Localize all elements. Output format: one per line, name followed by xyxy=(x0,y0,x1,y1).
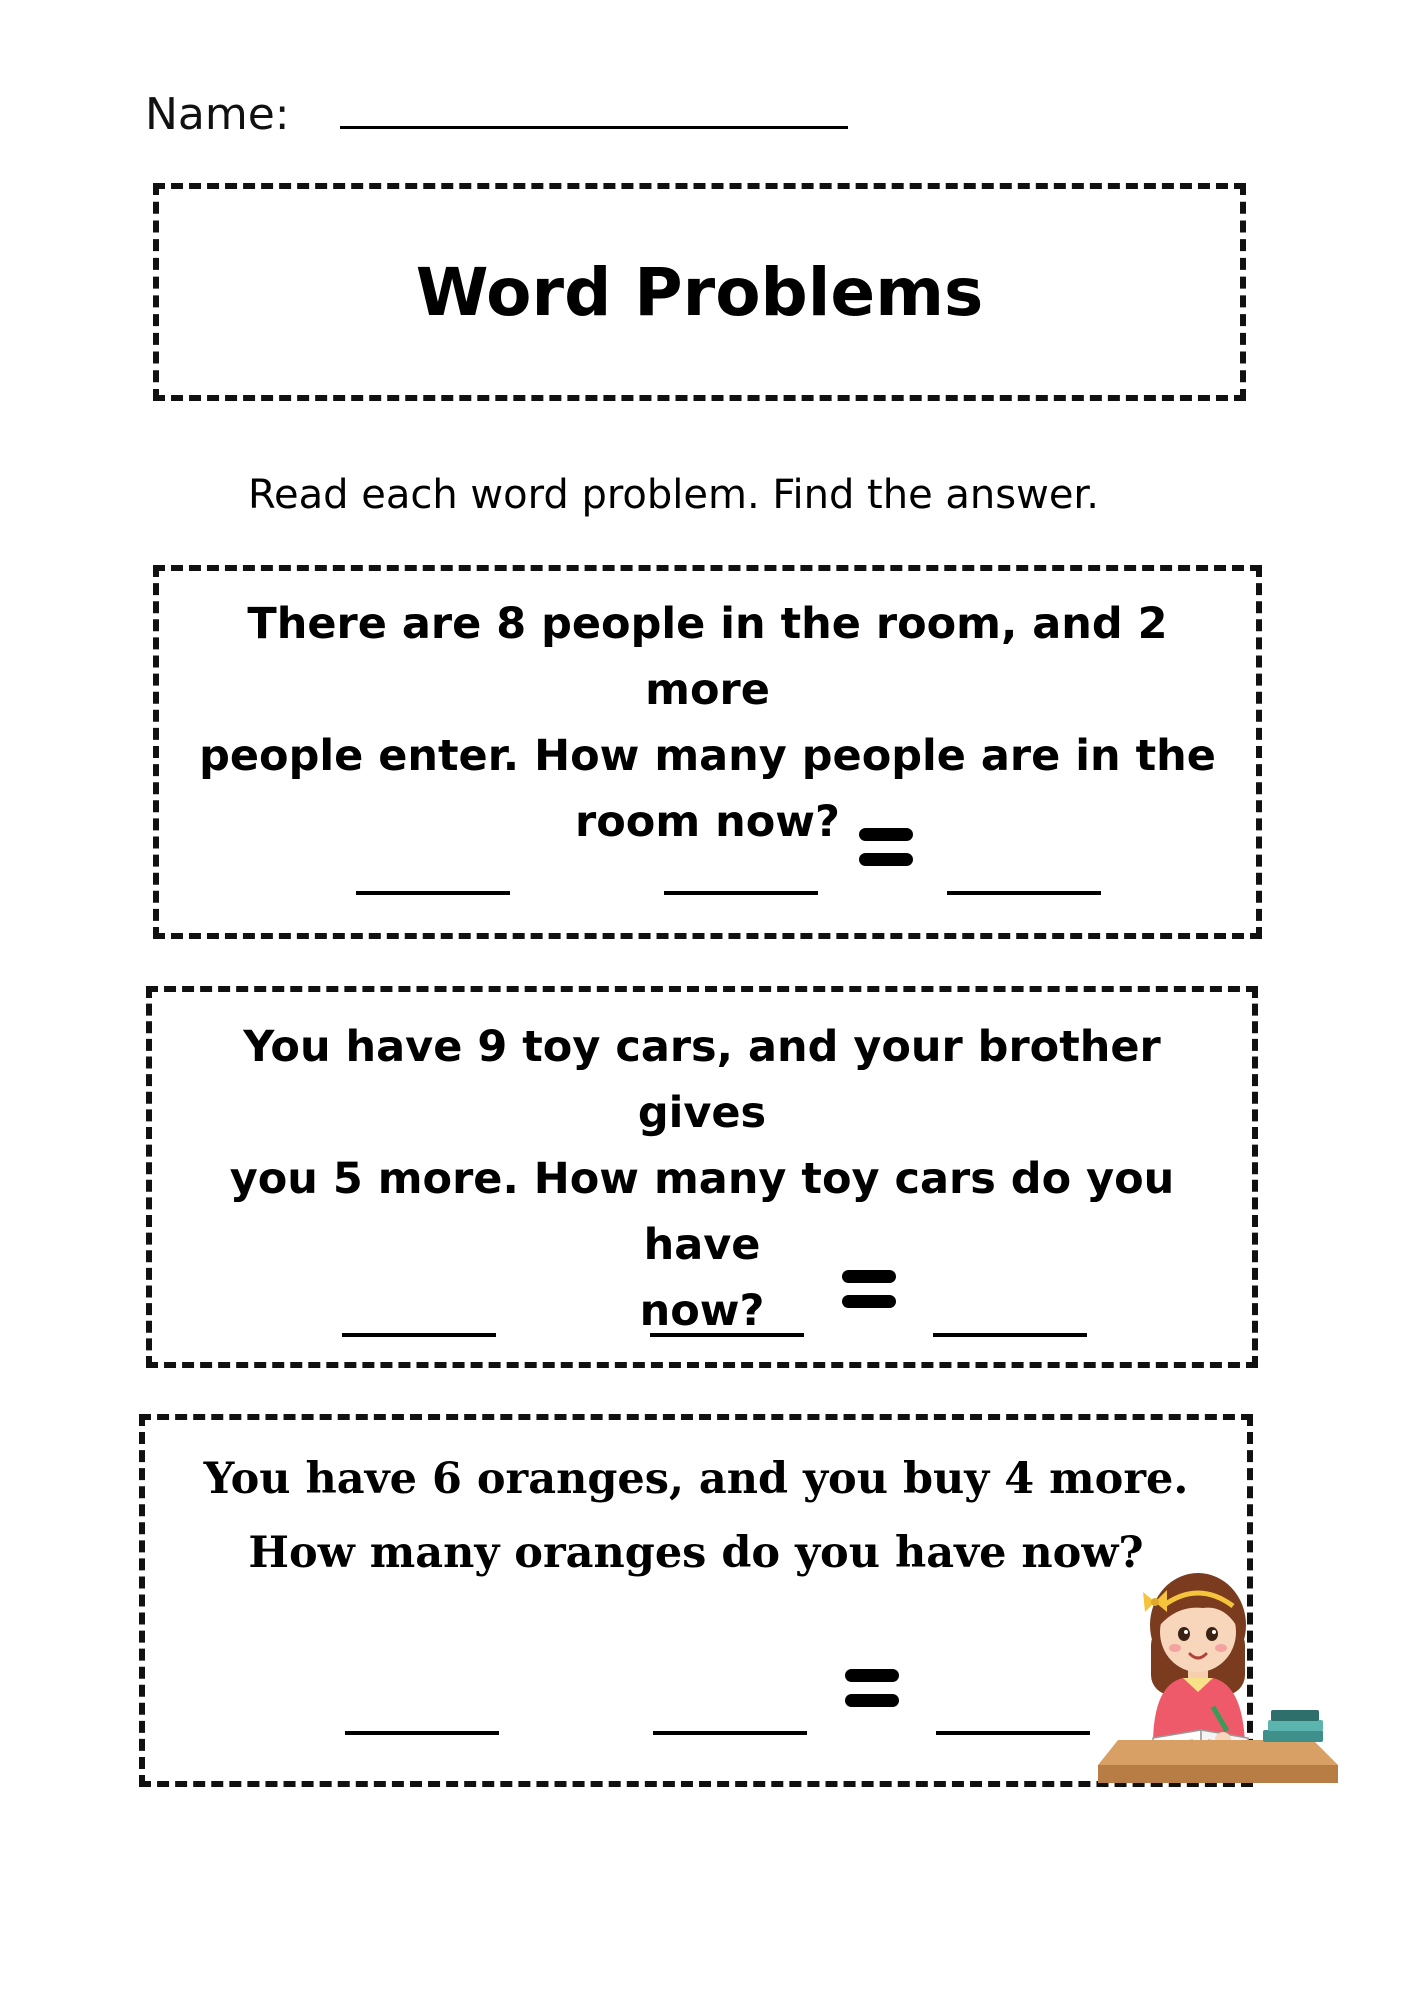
equals-sign xyxy=(842,1266,896,1312)
problem-box-2 xyxy=(146,986,1258,1368)
problem-1-line-2: people enter. How many people are in the xyxy=(199,731,1216,781)
answer-blank[interactable] xyxy=(936,1731,1090,1735)
answer-blank[interactable] xyxy=(345,1731,499,1735)
problem-box-1 xyxy=(153,565,1262,939)
answer-blank[interactable] xyxy=(947,891,1101,895)
equals-sign xyxy=(845,1665,899,1711)
answer-blank[interactable] xyxy=(650,1333,804,1337)
answer-blank[interactable] xyxy=(342,1333,496,1337)
answer-blank[interactable] xyxy=(653,1731,807,1735)
problem-1-line-3: room now? xyxy=(575,797,840,847)
problem-2-line-1: You have 9 toy cars, and your brother gives xyxy=(243,1022,1161,1138)
equals-sign xyxy=(859,824,913,870)
problem-3-text xyxy=(165,1442,1227,1590)
problem-2-text xyxy=(172,1014,1232,1344)
instructions-text: Read each word problem. Find the answer. xyxy=(248,472,1099,518)
problem-2-line-3: now? xyxy=(639,1286,765,1336)
title-box xyxy=(153,183,1246,401)
problem-1-line-1: There are 8 people in the room, and 2 more xyxy=(247,599,1168,715)
problem-2-line-2: you 5 more. How many toy cars do you have xyxy=(229,1154,1175,1270)
problem-3-line-1: You have 6 oranges, and you buy 4 more. xyxy=(203,1454,1189,1504)
answer-blank[interactable] xyxy=(356,891,510,895)
name-row xyxy=(145,85,865,145)
problem-1-text xyxy=(179,591,1236,855)
page-title: Word Problems xyxy=(415,253,984,331)
problem-3-line-2: How many oranges do you have now? xyxy=(248,1528,1144,1578)
name-input-line[interactable] xyxy=(340,126,848,129)
answer-blank[interactable] xyxy=(933,1333,1087,1337)
girl-studying-illustration xyxy=(1083,1570,1343,1795)
name-label: Name: xyxy=(145,89,290,140)
answer-blank[interactable] xyxy=(664,891,818,895)
